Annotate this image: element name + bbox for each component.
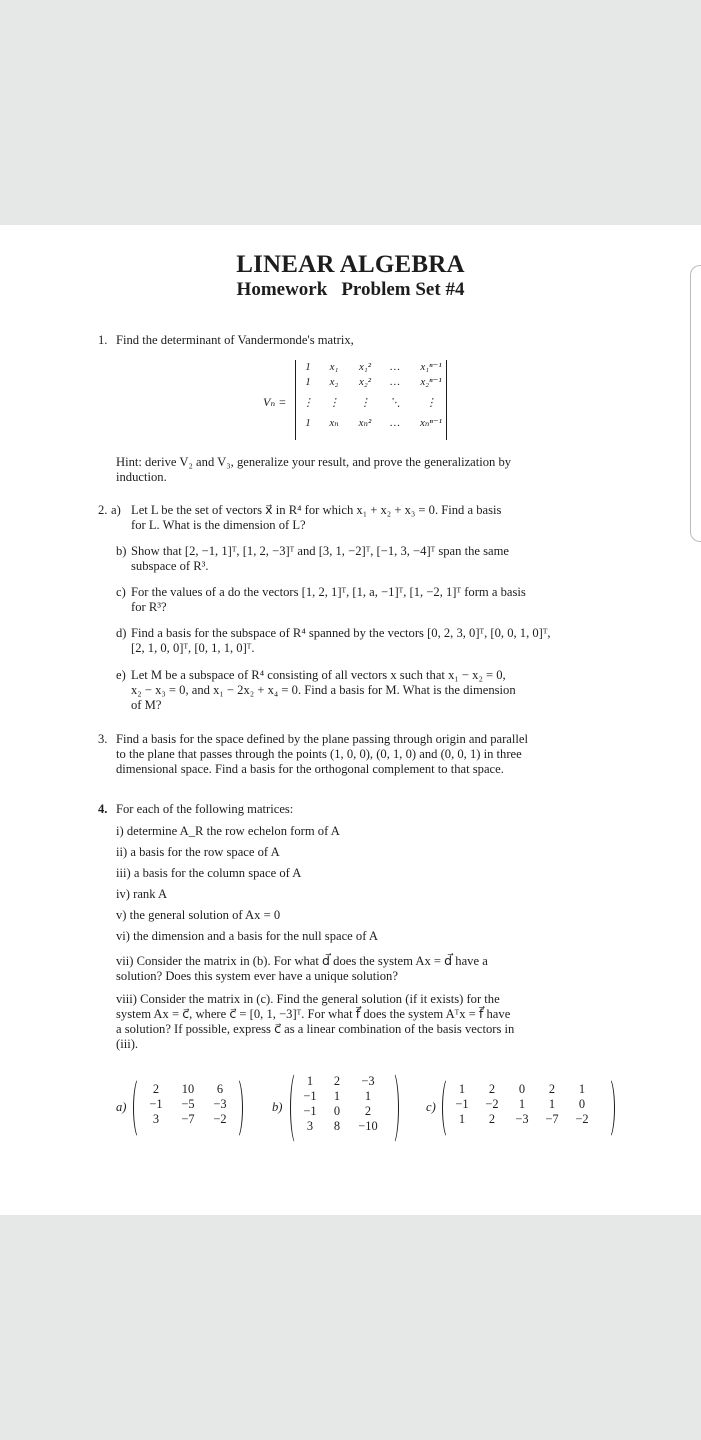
vm-cell: 1 [305,417,311,429]
matrix-a-cell: −1 [149,1097,163,1111]
matrix-b-cell: −3 [361,1074,375,1088]
problem-1-number: 1. [98,333,108,347]
subtitle-problem-set: Problem Set #4 [341,279,465,300]
matrix-c-cell: −2 [485,1097,499,1111]
matrix-a-cell: −7 [181,1112,195,1126]
matrix-b-cell: 0 [333,1104,341,1118]
vm-cell: x₁ⁿ⁻¹ [420,361,442,373]
matrix-c-cell: 1 [548,1097,556,1111]
matrix-c-cell: 2 [488,1112,496,1126]
problem-2e-label: e) [116,668,126,682]
matrix-a-label: a) [116,1100,127,1114]
matrix-c-cell: 2 [488,1082,496,1096]
vm-cell: xₙ [329,417,339,429]
vm-cell: ⋮ [359,396,371,409]
document-subtitle [0,279,701,301]
problem-2e-line-3: of M? [131,698,162,712]
problem-1-hint-line-2: induction. [116,470,167,484]
vm-cell: ⋮ [302,396,314,409]
problem-4-number: 4. [98,802,108,816]
problem-4-item-viii-line-2: system Ax = c⃗, where c⃗ = [0, 1, −3]ᵀ. For what f⃗ does the system Aᵀx = f⃗ have [116,1007,511,1021]
matrix-a-cell: 10 [181,1082,195,1096]
problem-3-line-1: Find a basis for the space defined by the plane passing through origin and parallel [116,732,528,746]
problem-2b-line-2: subspace of R³. [131,559,209,573]
problem-2c-label: c) [116,585,126,599]
vandermonde-matrix [297,360,453,431]
matrix-c-cell: 1 [578,1082,586,1096]
problem-4-item-viii-line-3: a solution? If possible, express c⃗ as a linear combination of the basis vectors in [116,1022,515,1036]
vm-cell: x₁ [329,361,339,373]
matrix-b-right-paren [386,1071,399,1145]
matrix-c-cell: 2 [548,1082,556,1096]
problem-1-hint-line-1: Hint: derive V₂ and V₃, generalize your result, and prove the generalization by [116,455,512,469]
problem-3-line-3: dimensional space. Find a basis for the orthogonal complement to that space. [116,762,504,776]
matrix-b [296,1074,386,1134]
problem-2-number: 2. [98,503,108,517]
problem-2d-line-2: [2, 1, 0, 0]ᵀ, [0, 1, 1, 0]ᵀ. [131,641,255,655]
matrix-b-cell: 1 [306,1074,314,1088]
vandermonde-left-bar [295,360,296,440]
problem-2d-line-1: Find a basis for the subspace of R⁴ spanned by the vectors [0, 2, 3, 0]ᵀ, [0, 0, 1, 0]ᵀ, [131,626,551,640]
vm-cell: 1 [305,361,311,373]
matrix-a-cell: −3 [213,1097,227,1111]
matrix-c-cell: 0 [518,1082,526,1096]
vandermonde-label: Vₙ = [263,395,287,409]
page-edge-curl [690,265,701,542]
matrix-b-label: b) [272,1100,283,1114]
problem-2d-label: d) [116,626,127,640]
problem-4-item-v: v) the general solution of Ax = 0 [116,908,281,922]
vm-cell: ⋱ [389,396,401,409]
problem-4-item-viii-line-4: (iii). [116,1037,139,1051]
vm-cell: … [390,361,400,373]
matrix-c-cell: −7 [545,1112,559,1126]
matrix-a [140,1082,236,1127]
problem-2a-line-1: Let L be the set of vectors x⃗ in R⁴ for which x₁ + x₂ + x₃ = 0. Find a basis [131,503,502,517]
problem-2a-line-2: for L. What is the dimension of L? [131,518,306,532]
matrix-c-cell: −2 [575,1112,589,1126]
problem-4-item-ii: ii) a basis for the row space of A [116,845,280,859]
problem-4-item-viii-line-1: viii) Consider the matrix in (c). Find the general solution (if it exists) for the [116,992,500,1006]
matrix-a-cell: 2 [152,1082,160,1096]
subtitle-homework: Homework [236,279,328,300]
problem-4-item-vii-line-2: solution? Does this system ever have a unique solution? [116,969,398,983]
problem-4-item-vi: vi) the dimension and a basis for the null space of A [116,929,378,943]
problem-4-item-i: i) determine A_R the row echelon form of A [116,824,340,838]
matrix-c-cell: 1 [518,1097,526,1111]
matrix-b-cell: 2 [364,1104,372,1118]
matrix-a-cell: 3 [152,1112,160,1126]
matrix-a-cell: −5 [181,1097,195,1111]
problem-2c-line-2: for R³? [131,600,167,614]
matrix-a-cell: −2 [213,1112,227,1126]
problem-4-intro: For each of the following matrices: [116,802,294,816]
vm-cell: ⋮ [425,396,437,409]
matrix-b-cell: −1 [303,1104,317,1118]
vm-cell: x₂² [358,376,371,388]
problem-3-line-2: to the plane that passes through the points (1, 0, 0), (0, 1, 0) and (0, 0, 1) in three [116,747,522,761]
vm-cell: x₁² [358,361,371,373]
problem-2b-label: b) [116,544,127,558]
matrix-b-cell: 1 [364,1089,372,1103]
vm-cell: x₂ⁿ⁻¹ [420,376,442,388]
matrix-b-cell: −10 [358,1119,378,1133]
problem-2e-line-2: x₂ − x₃ = 0, and x₁ − 2x₂ + x₄ = 0. Find a basis for M. What is the dimension [131,683,516,697]
problem-1-text: Find the determinant of Vandermonde's matrix, [116,333,354,347]
problem-2a-label: a) [111,503,121,517]
matrix-c-cell: 1 [458,1112,466,1126]
matrix-b-cell: 1 [333,1089,341,1103]
vm-cell: … [390,376,400,388]
matrix-c-label: c) [426,1100,436,1114]
matrix-c-right-paren [602,1077,615,1139]
matrix-b-cell: 8 [333,1119,341,1133]
document-title: LINEAR ALGEBRA [236,251,465,278]
vm-cell: xₙ² [358,417,372,429]
matrix-b-cell: 2 [333,1074,341,1088]
problem-2e-line-1: Let M be a subspace of R⁴ consisting of all vectors x such that x₁ − x₂ = 0, [131,668,506,682]
matrix-b-cell: 3 [306,1119,314,1133]
vm-cell: 1 [305,376,311,388]
vm-cell: x₂ [329,376,339,388]
matrix-c [447,1082,597,1127]
matrix-a-cell: 6 [216,1082,224,1096]
vm-cell: ⋮ [328,396,340,409]
problem-2b-line-1: Show that [2, −1, 1]ᵀ, [1, 2, −3]ᵀ and [3, 1, −2]ᵀ, [−1, 3, −4]ᵀ span the same [131,544,509,558]
vm-cell: … [390,417,400,429]
problem-4-item-iii: iii) a basis for the column space of A [116,866,302,880]
matrix-c-cell: 0 [578,1097,586,1111]
matrix-c-cell: −1 [455,1097,469,1111]
matrix-c-cell: 1 [458,1082,466,1096]
matrix-b-cell: −1 [303,1089,317,1103]
problem-2c-line-1: For the values of a do the vectors [1, 2, 1]ᵀ, [1, a, −1]ᵀ, [1, −2, 1]ᵀ form a basis [131,585,526,599]
problem-3-number: 3. [98,732,108,746]
problem-4-item-iv: iv) rank A [116,887,168,901]
vm-cell: xₙⁿ⁻¹ [420,417,442,429]
problem-4-item-vii-line-1: vii) Consider the matrix in (b). For what d⃗ does the system Ax = d⃗ have a [116,954,488,968]
matrix-c-cell: −3 [515,1112,529,1126]
